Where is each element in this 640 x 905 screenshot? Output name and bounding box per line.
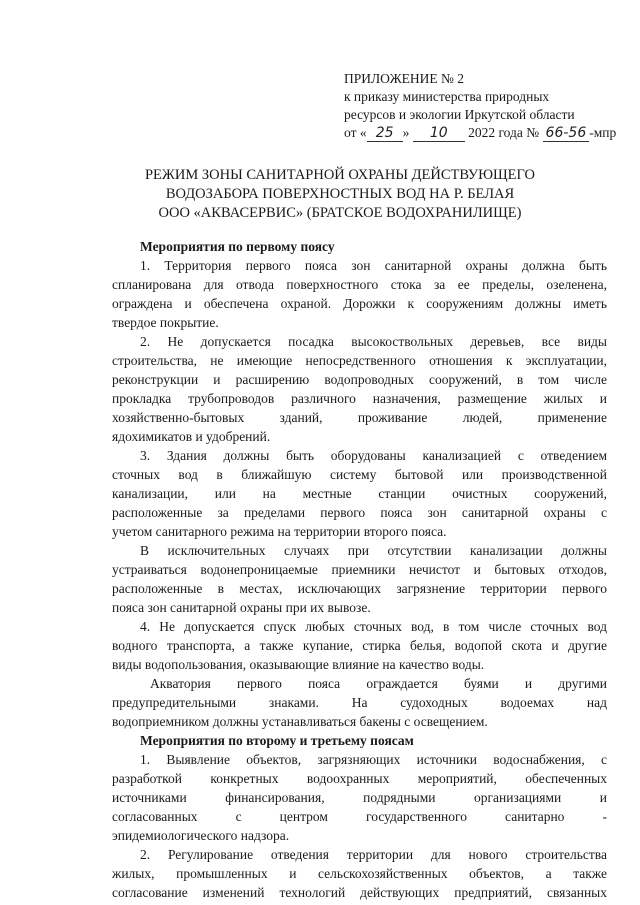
paragraph-line: учетом санитарного режима на территории второго пояса. [112,524,447,539]
paragraph-line: ограждена и обеспечена охраной. Дорожки к сооружениям должны иметь [112,296,607,311]
appendix-header [344,70,634,142]
paragraph-line: канализации, или на местные станции очистных сооружений, [112,486,607,501]
paragraph-line: источниками финансирования, подрядными организациями и [112,790,607,805]
paragraph-line: согласование изменений технологий действующих предприятий, связанных [112,885,607,900]
paragraph-line: хозяйственно-бытовых зданий, проживание людей, применение [112,410,607,425]
paragraph-line: расположенные в местах, исключающих загрязнение территории первого [112,581,607,596]
section-heading: Мероприятия по второму и третьему поясам [140,733,414,748]
paragraph-line: жилых, промышленных и сельскохозяйственных объектов, а также [112,866,607,881]
date-suffix: -мпр [589,125,617,140]
paragraph-line: 1. Выявление объектов, загрязняющих источники водоснабжения, с [140,752,607,767]
handwritten-day: 25 [367,126,403,142]
paragraph-line: ядохимикатов и удобрений. [112,429,271,444]
paragraph-line: твердое покрытие. [112,315,219,330]
section-heading: Мероприятия по первому поясу [140,239,335,254]
paragraph-line: виды водопользования, оказывающие влияние на качество воды. [112,657,485,672]
paragraph-line: расположенные за пределами первого пояса зон санитарной охраны с [112,505,607,520]
paragraph-line: водного транспорта, а также купание, стирка белья, водопой скота и другие [112,638,607,653]
title-line: РЕЖИМ ЗОНЫ САНИТАРНОЙ ОХРАНЫ ДЕЙСТВУЮЩЕГО [144,167,536,183]
paragraph-line: прокладка трубопроводов различного назначения, размещение жилых и [112,391,607,406]
date-year: 2022 года № [468,125,540,140]
paragraph-line: эпидемиологического надзора. [112,828,290,843]
title-line: ВОДОЗАБОРА ПОВЕРХНОСТНЫХ ВОД НА Р. БЕЛАЯ [165,186,515,202]
document-title [60,166,620,223]
paragraph-line: сточных вод в ближайшую систему бытовой или производственной [112,467,607,482]
paragraph-line: реконструкции и расширению водопроводных сооружений, в том числе [112,372,607,387]
title-line: ООО «АКВАСЕРВИС» (БРАТСКОЕ ВОДОХРАНИЛИЩЕ) [158,205,522,221]
handwritten-order-number: 66-56 [543,126,590,142]
paragraph-line: 1. Территория первого пояса зон санитарной охраны должна быть [140,258,607,273]
date-mid: » [402,125,410,140]
paragraph-line: устраиваться водонепроницаемые приемники нечистот и бытовых отходов, [112,562,607,577]
paragraph-line: пояса зон санитарной охраны при их вывозе. [112,600,371,615]
paragraph-line: 3. Здания должны быть оборудованы канализацией с отведением [140,448,607,463]
handwritten-month: 10 [413,126,465,142]
appendix-line: к приказу министерства природных [344,89,550,104]
paragraph-line: спланирована для отвода поверхностного стока за ее пределы, озеленена, [112,277,607,292]
appendix-title: ПРИЛОЖЕНИЕ № 2 [344,71,465,86]
paragraph-line: Акватория первого пояса ограждается буями и другими [150,676,607,691]
paragraph-line: водоприемником должны устанавливаться бакены с освещением. [112,714,488,729]
paragraph-line: 4. Не допускается спуск любых сточных вод, в том числе сточных вод [140,619,607,634]
paragraph-line: 2. Не допускается посадка высокоствольных деревьев, все виды [140,334,607,349]
paragraph-line: согласованных с центром государственного санитарно - [112,809,607,824]
appendix-line: ресурсов и экологии Иркутской области [344,107,575,122]
paragraph-line: 2. Регулирование отведения территории для нового строительства [140,847,607,862]
date-prefix: от « [344,125,367,140]
appendix-date-line [344,124,634,142]
paragraph-line: строительства, не имеющие непосредственного отношения к эксплуатации, [112,353,607,368]
paragraph-line: разработкой конкретных водоохранных мероприятий, обеспеченных [112,771,607,786]
paragraph-line: В исключительных случаях при отсутствии канализации должны [140,543,607,558]
paragraph-line: предупредительными знаками. На судоходных водоемах над [112,695,607,710]
document-body [112,237,607,902]
